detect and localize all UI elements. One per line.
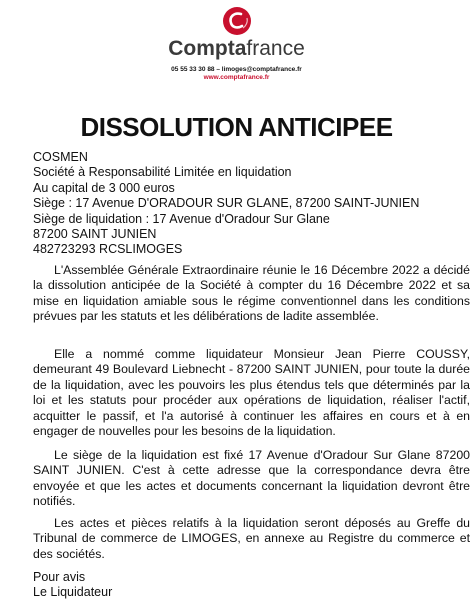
company-capital: Au capital de 3 000 euros <box>33 180 175 195</box>
liquidation-city: 87200 SAINT JUNIEN <box>33 227 157 242</box>
paragraph-text: Les actes et pièces relatifs à la liquidation seront déposés au Greffe du Tribunal de commerce de LIMOGES, en annexe au Registre du commerce et des sociétés. <box>33 516 470 561</box>
paragraph-dissolution <box>33 263 470 325</box>
notice-title: DISSOLUTION ANTICIPEE <box>80 112 393 142</box>
company-rcs: 482723293 RCSLIMOGES <box>33 242 183 257</box>
paragraph-text: L'Assemblée Générale Extraordinaire réunie le 16 Décembre 2022 a décidé la dissolution anticipée de la Société à compter du 16 Décembre 2022 et sa mise en liquidation amiable sous le régime conventionnel dans les conditions prévues par les statuts et les délibérations de ladite assemblée. <box>33 263 470 324</box>
closing-line: Pour avis <box>33 570 86 584</box>
contact-line: 05 55 33 30 88 – limoges@comptafrance.fr <box>171 66 302 73</box>
company-name: COSMEN <box>33 150 88 164</box>
paragraph-liquidator <box>33 347 470 439</box>
comptafrance-logo-icon <box>222 6 252 36</box>
paragraph-filing <box>33 516 470 562</box>
paragraph-seat <box>33 448 470 510</box>
company-seat: Siège : 17 Avenue D'ORADOUR SUR GLANE, 87200 SAINT-JUNIEN <box>33 196 420 211</box>
brand-light: france <box>246 37 305 60</box>
company-form: Société à Responsabilité Limitée en liquidation <box>33 165 292 180</box>
contact-info <box>0 66 473 82</box>
brand-bold: Compta <box>168 37 247 60</box>
brand-name <box>0 38 473 60</box>
letterhead <box>0 0 473 96</box>
website-link[interactable]: www.comptafrance.fr <box>203 74 270 81</box>
liquidation-seat: Siège de liquidation : 17 Avenue d'Oradour Sur Glane <box>33 211 330 226</box>
signatory: Le Liquidateur <box>33 585 113 600</box>
company-details <box>33 150 419 258</box>
closing-signature <box>33 570 112 601</box>
paragraph-text: Le siège de la liquidation est fixé 17 Avenue d'Oradour Sur Glane 87200 SAINT JUNIEN. C'est à cette adresse que la correspondance devra être envoyée et que les actes et documents concernant la liquidation devront être notifiés. <box>33 448 470 509</box>
paragraph-text: Elle a nommé comme liquidateur Monsieur Jean Pierre COUSSY, demeurant 49 Boulevard Liebnecht - 87200 SAINT JUNIEN, pour toute la durée de la liquidation, avec les pouvoirs les plus étendus tels que déterminés par la loi et les statuts pour procéder aux opérations de liquidation, réaliser l'actif, acquitter le passif, et l'a autorisé à continuer les affaires en cours et à en engager de nouvelles pour les besoins de la liquidation. <box>33 347 470 439</box>
